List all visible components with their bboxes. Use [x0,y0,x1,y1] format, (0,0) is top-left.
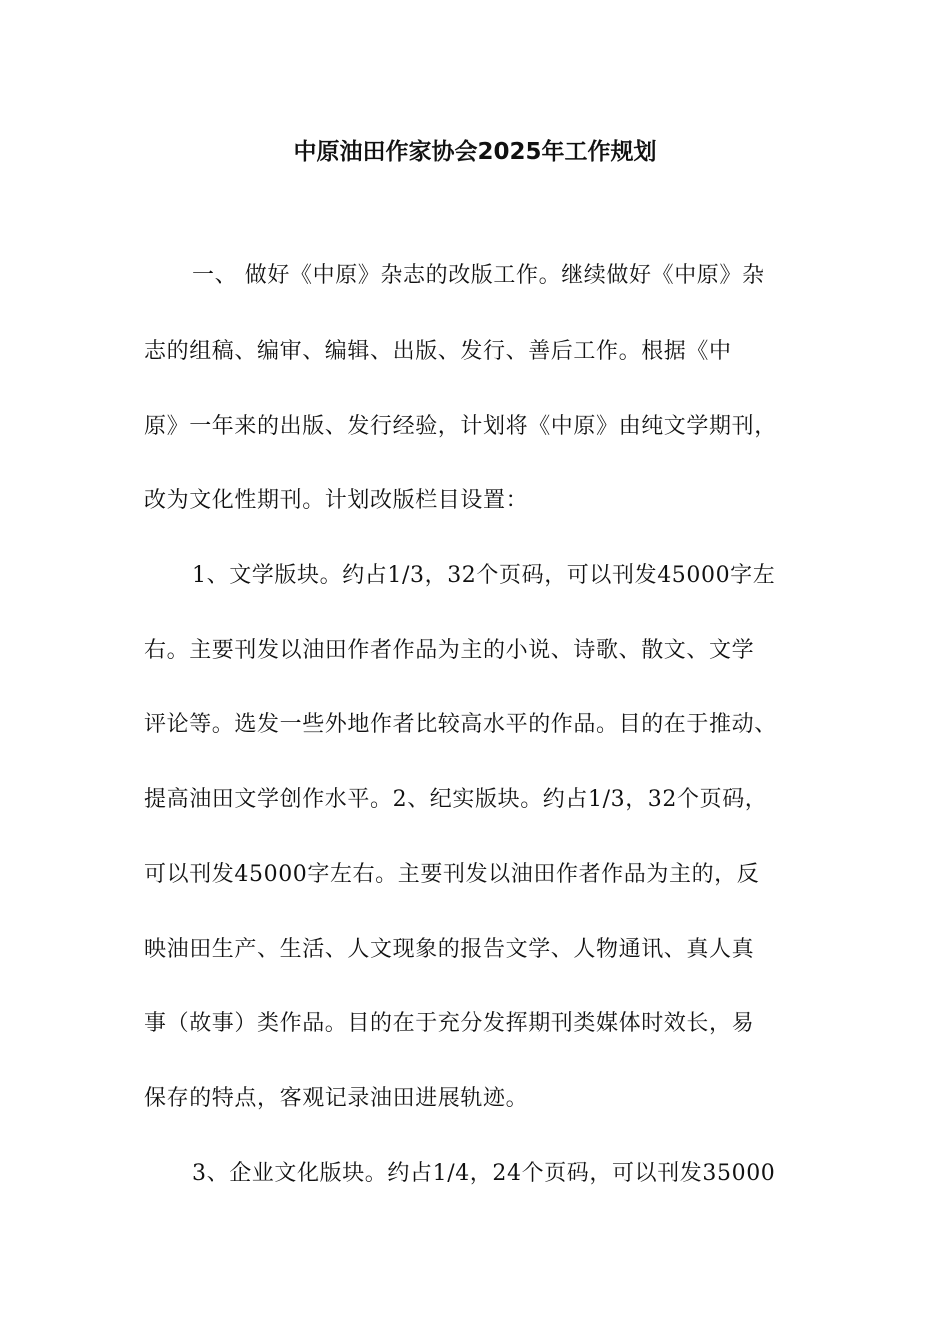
paragraph-line: 志的组稿、编审、编辑、出版、发行、善后工作。根据《中 [144,339,732,364]
paragraph-line: 原》一年来的出版、发行经验，计划将《中原》由纯文学期刊， [144,414,777,439]
paragraph-line: 3、企业文化版块。约占1/4，24个页码，可以刊发35000 [192,1161,776,1186]
paragraph-line: 一、 做好《中原》杂志的改版工作。继续做好《中原》杂 [192,263,765,288]
paragraph-line: 改为文化性期刊。计划改版栏目设置： [144,488,529,513]
paragraph-line: 可以刊发45000字左右。主要刊发以油田作者作品为主的，反 [144,862,760,887]
paragraph-line: 保存的特点，客观记录油田进展轨迹。 [144,1086,529,1111]
paragraph-line: 1、文学版块。约占1/3，32个页码，可以刊发45000字左 [192,563,776,588]
paragraph-line: 事（故事）类作品。目的在于充分发挥期刊类媒体时效长，易 [144,1011,755,1036]
paragraph-line: 提高油田文学创作水平。2、纪实版块。约占1/3，32个页码， [144,787,768,812]
paragraph-line: 映油田生产、生活、人文现象的报告文学、人物通讯、真人真 [144,937,755,962]
document-title: 中原油田作家协会2025年工作规划 [293,139,657,165]
paragraph-line: 评论等。选发一些外地作者比较高水平的作品。目的在于推动、 [144,712,777,737]
paragraph-line: 右。主要刊发以油田作者作品为主的小说、诗歌、散文、文学 [144,638,755,663]
